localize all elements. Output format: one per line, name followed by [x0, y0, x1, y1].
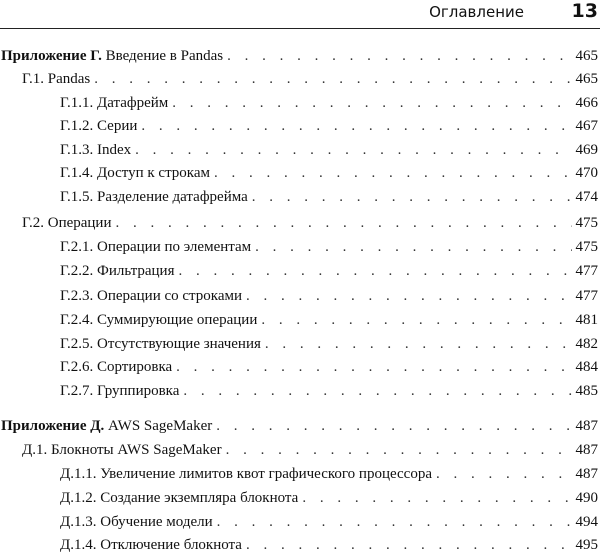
dot-leader — [302, 487, 571, 510]
toc-entry-title: Г.1.5. Разделение датафрейма — [60, 186, 248, 209]
dot-leader — [94, 68, 571, 91]
toc-page-number: 469 — [576, 139, 600, 162]
toc-entry-title: Г.1.1. Датафрейм — [60, 92, 168, 115]
toc-entry-g1-5[interactable] — [0, 186, 600, 209]
running-section-title: Оглавление — [429, 3, 524, 21]
dot-leader — [261, 309, 571, 332]
dot-leader — [252, 186, 572, 209]
toc-entry-title: Д.1.4. Отключение блокнота — [60, 534, 242, 557]
toc-page-number: 465 — [576, 45, 600, 68]
dot-leader — [214, 162, 571, 185]
toc-entry-title: Д.1.1. Увеличение лимитов квот графического процессора — [60, 463, 432, 486]
toc-entry-g2-1[interactable] — [0, 236, 600, 259]
toc-page-number: 477 — [576, 260, 600, 283]
toc-page-number: 481 — [576, 309, 600, 332]
toc-entry-g1[interactable] — [0, 68, 600, 91]
toc-entry-title: Д.1.3. Обучение модели — [60, 511, 213, 534]
dot-leader — [172, 92, 571, 115]
toc-entry-g2-6[interactable] — [0, 356, 600, 379]
toc-entry-g2-3[interactable] — [0, 285, 600, 308]
toc-entry-d1[interactable] — [0, 439, 600, 462]
dot-leader — [183, 380, 571, 403]
toc-entry-d1-1[interactable] — [0, 463, 600, 486]
toc-entry-title: Г.2.4. Суммирующие операции — [60, 309, 257, 332]
toc-entry-g1-2[interactable] — [0, 115, 600, 138]
toc-page-number: 487 — [576, 463, 600, 486]
toc-page-number: 485 — [576, 380, 600, 403]
dot-leader — [227, 45, 571, 68]
toc-entry-g2[interactable] — [0, 212, 600, 235]
toc-page-number: 467 — [576, 115, 600, 138]
toc-entry-g2-2[interactable] — [0, 260, 600, 283]
toc-page-number: 495 — [576, 534, 600, 557]
dot-leader — [135, 139, 571, 162]
toc-page-number: 466 — [576, 92, 600, 115]
toc-entry-g1-1[interactable] — [0, 92, 600, 115]
toc-page-number: 487 — [576, 415, 600, 438]
toc-page-number: 475 — [576, 236, 600, 259]
dot-leader — [176, 356, 571, 379]
appendix-title: AWS SageMaker — [108, 418, 212, 434]
toc-entry-title: Д.1.2. Создание экземпляра блокнота — [60, 487, 298, 510]
toc-page-number: 477 — [576, 285, 600, 308]
toc-entry-title: Г.1.2. Серии — [60, 115, 137, 138]
toc-page-number: 475 — [576, 212, 600, 235]
toc-entry-title: Г.2.3. Операции со строками — [60, 285, 242, 308]
toc-entry-title: Г.1. Pandas — [22, 68, 90, 91]
toc-entry-title: Г.2. Операции — [22, 212, 112, 235]
appendix-label: Приложение Д. — [1, 418, 104, 434]
toc-entry-d1-2[interactable] — [0, 487, 600, 510]
dot-leader — [216, 415, 571, 438]
toc-entry-title: Г.2.7. Группировка — [60, 380, 179, 403]
toc-page-number: 474 — [576, 186, 600, 209]
appendix-title: Введение в Pandas — [106, 48, 224, 64]
toc-entry-g1-3[interactable] — [0, 139, 600, 162]
toc-entry-d1-4[interactable] — [0, 534, 600, 557]
toc-entry-appendix-g[interactable] — [0, 45, 600, 68]
toc-entry-title: Д.1. Блокноты AWS SageMaker — [22, 439, 222, 462]
toc-entry-title: Г.2.5. Отсутствующие значения — [60, 333, 261, 356]
toc-page-number: 465 — [576, 68, 600, 91]
toc-entry-title: Г.1.4. Доступ к строкам — [60, 162, 210, 185]
toc-entry-g1-4[interactable] — [0, 162, 600, 185]
dot-leader — [141, 115, 571, 138]
dot-leader — [217, 511, 572, 534]
toc-page-number: 494 — [576, 511, 600, 534]
page-header — [0, 0, 600, 26]
dot-leader — [265, 333, 572, 356]
dot-leader — [246, 285, 571, 308]
dot-leader — [436, 463, 572, 486]
dot-leader — [255, 236, 571, 259]
toc-entry-g2-4[interactable] — [0, 309, 600, 332]
toc-entry-g2-7[interactable] — [0, 380, 600, 403]
toc-page-number: 484 — [576, 356, 600, 379]
toc-entry-title: Г.1.3. Index — [60, 139, 131, 162]
toc-entry-title: Г.2.2. Фильтрация — [60, 260, 174, 283]
dot-leader — [178, 260, 571, 283]
dot-leader — [246, 534, 572, 557]
toc-page-number: 487 — [576, 439, 600, 462]
dot-leader — [116, 212, 572, 235]
appendix-label: Приложение Г. — [1, 48, 102, 64]
header-rule — [0, 28, 600, 29]
toc-entry-title: Г.2.6. Сортировка — [60, 356, 172, 379]
toc-entry-appendix-d[interactable] — [0, 415, 600, 438]
toc-entry-title: Г.2.1. Операции по элементам — [60, 236, 251, 259]
toc-entry-g2-5[interactable] — [0, 333, 600, 356]
toc-page-number: 482 — [576, 333, 600, 356]
toc-entry-d1-3[interactable] — [0, 511, 600, 534]
dot-leader — [226, 439, 572, 462]
toc-page-number: 490 — [576, 487, 600, 510]
toc-page-number: 470 — [576, 162, 600, 185]
page-number: 13 — [572, 0, 598, 22]
